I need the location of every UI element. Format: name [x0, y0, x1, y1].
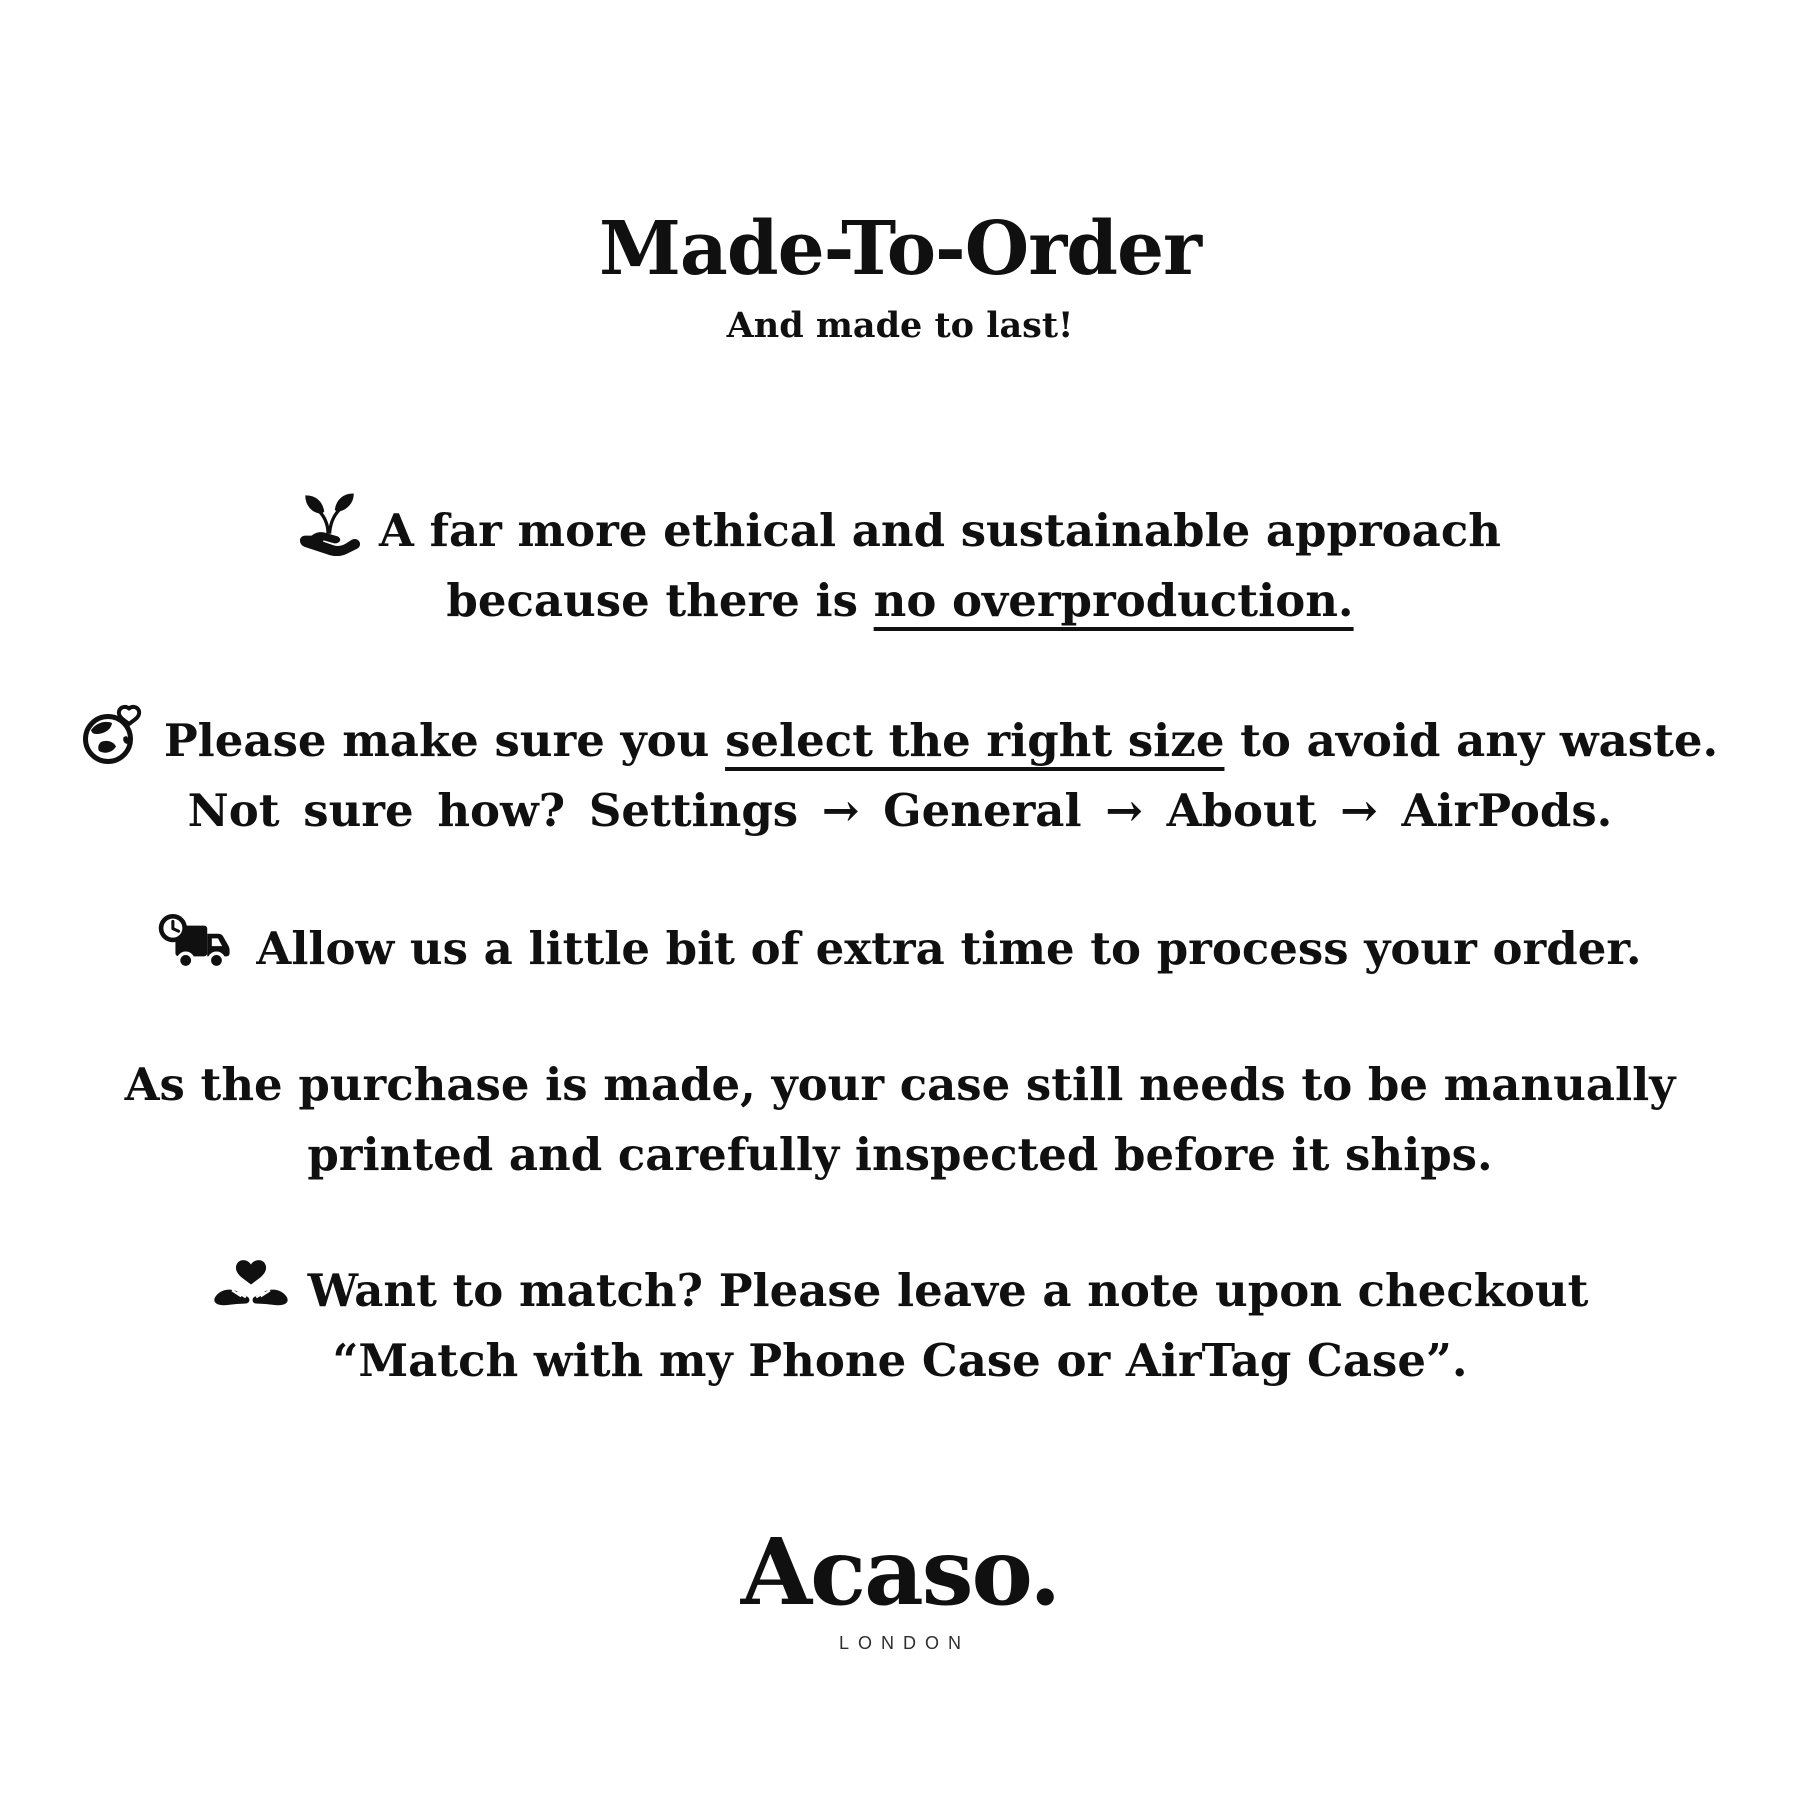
page-subtitle: And made to last!: [726, 304, 1074, 346]
point-sustainable: [0, 492, 1800, 636]
delivery-truck-clock-icon: [158, 912, 238, 974]
point-processing-text: Allow us a little bit of extra time to process your order.: [256, 921, 1642, 975]
point-match-text1: Want to match? Please leave a note upon checkout: [307, 1263, 1589, 1317]
point-manual: [0, 1050, 1800, 1190]
point-sustainable-text2: because there is: [446, 573, 874, 627]
brand-logo: Acaso.: [740, 1517, 1060, 1626]
hands-holding-heart-icon: [212, 1256, 290, 1316]
brand-block: [0, 1517, 1800, 1654]
page-title: Made-To-Order: [598, 206, 1202, 292]
point-processing-line1: [0, 912, 1800, 984]
point-processing: [0, 912, 1800, 984]
brand-location: LONDON: [838, 1633, 970, 1654]
point-size-line2: Not sure how? Settings → General → About → AirPods.: [187, 783, 1613, 837]
point-size-text1: Please make sure you: [163, 713, 726, 767]
point-sustainable-underlined: no overproduction.: [873, 573, 1354, 627]
point-sustainable-line1: [0, 492, 1800, 566]
point-size-text1b: to avoid any waste.: [1224, 713, 1719, 767]
point-match: [0, 1256, 1800, 1396]
point-sustainable-text1: A far more ethical and sustainable approach: [379, 503, 1501, 557]
point-manual-line1: As the purchase is made, your case still needs to be manually: [124, 1057, 1676, 1111]
point-match-line1: [0, 1256, 1800, 1326]
point-sustainable-line2: [0, 566, 1800, 636]
point-match-line2: “Match with my Phone Case or AirTag Case”.: [332, 1333, 1468, 1387]
point-size-line1: [0, 702, 1800, 776]
point-size: [0, 702, 1800, 846]
point-manual-line2: printed and carefully inspected before it ships.: [307, 1127, 1493, 1181]
hand-holding-seedling-icon: [299, 492, 361, 556]
globe-heart-icon: [82, 702, 146, 766]
point-size-underlined: select the right size: [725, 713, 1225, 767]
points-list: [0, 492, 1800, 1396]
